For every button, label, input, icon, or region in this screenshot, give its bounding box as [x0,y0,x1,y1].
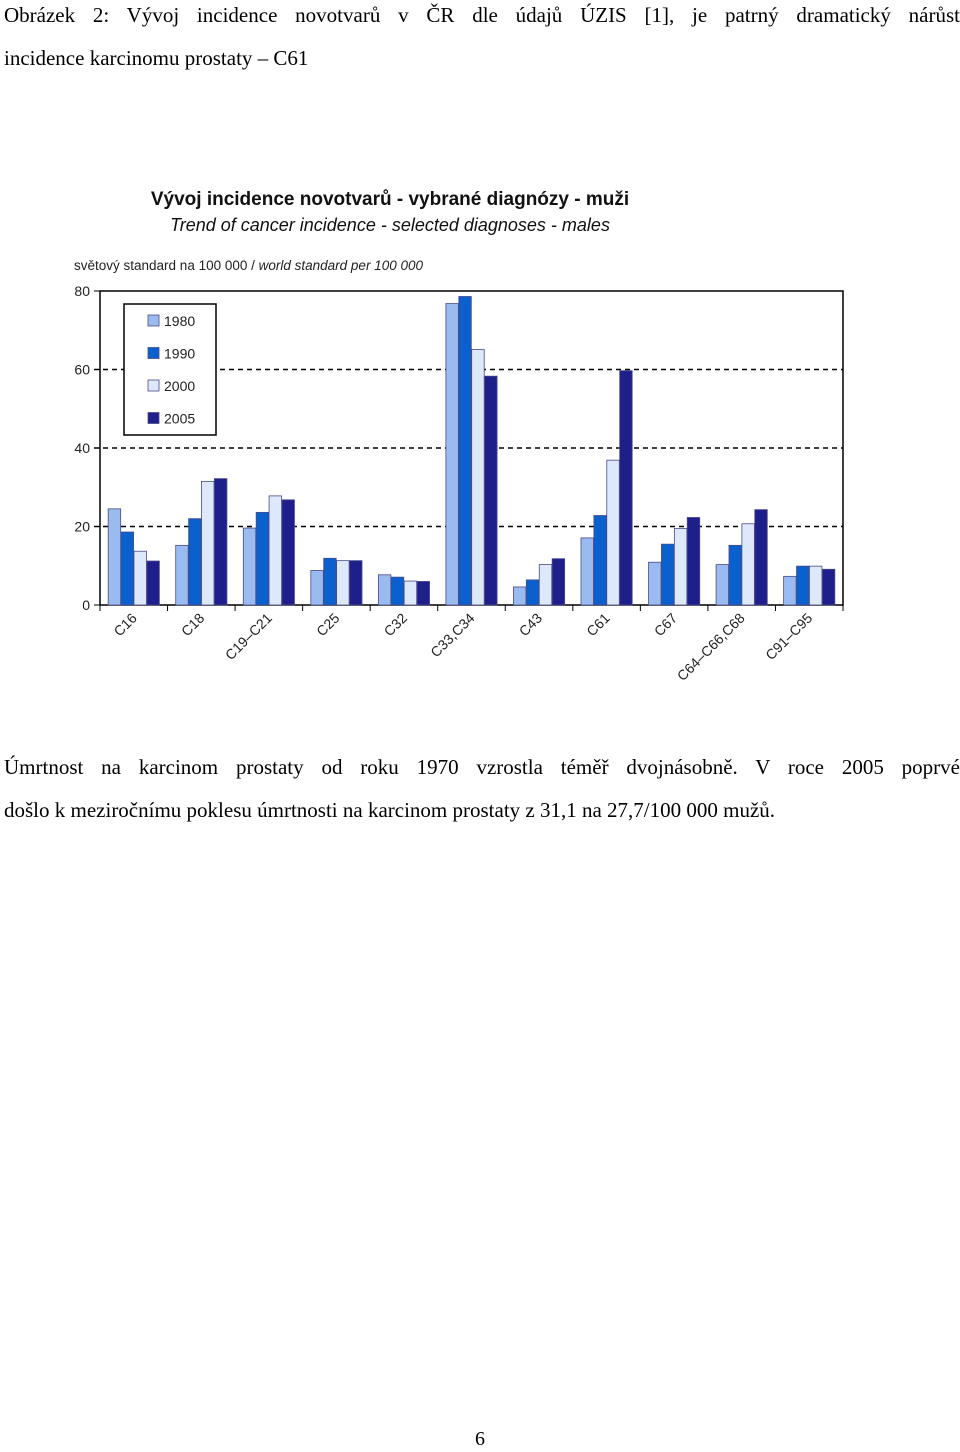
incidence-bar-chart [60,180,860,710]
chart-title: Vývoj incidence novotvarů - vybrané diagnózy - muži [150,189,630,210]
bar-C33,C34-2005 [485,376,498,605]
bar-C32-1990 [391,577,404,605]
bar-C61-1980 [581,538,594,605]
bar-C64–C66,C68-1980 [716,565,729,605]
x-tick-label-C61: C61 [583,609,613,640]
legend-swatch-1980 [148,315,159,326]
bar-C67-1990 [661,544,674,605]
x-tick-label-C25: C25 [313,609,343,640]
bar-C18-1990 [189,519,202,605]
bar-C61-2005 [620,371,633,605]
bar-C32-1980 [378,575,391,605]
x-tick-label-C33,C34: C33,C34 [427,609,478,661]
x-tick-label-C16: C16 [110,609,140,640]
caption-line-2: incidence karcinomu prostaty – C61 [4,46,309,70]
y-axis-unit-label [74,258,423,273]
bar-C64–C66,C68-2005 [755,510,768,605]
bar-C18-1980 [176,545,189,605]
y-tick-label-60: 60 [74,361,90,378]
bar-C25-1980 [311,570,324,605]
bar-C91–C95-2005 [822,569,835,605]
y-tick-label-80: 80 [74,283,90,299]
legend-label-1990: 1990 [164,345,196,362]
bar-C16-1990 [121,532,134,605]
y-unit-en: world standard per 100 000 [258,258,423,273]
bar-C61-1990 [594,516,607,605]
y-tick-label-0: 0 [82,597,90,613]
figure-caption [4,0,960,80]
y-tick-label-20: 20 [74,518,90,535]
bar-C64–C66,C68-1990 [729,545,742,605]
bar-C16-1980 [108,509,121,605]
bar-C43-2000 [539,565,552,605]
bar-C91–C95-2000 [809,566,822,605]
x-tick-label-C18: C18 [177,609,208,640]
bar-C64–C66,C68-2000 [742,524,755,605]
bar-C18-2005 [214,479,227,605]
bar-C67-1980 [649,562,662,605]
legend-label-2000: 2000 [164,378,196,394]
body-paragraph [4,746,960,832]
x-tick-label-C19–C21: C19–C21 [221,609,275,663]
bar-C33,C34-1990 [459,296,472,605]
legend-label-1980: 1980 [164,313,196,329]
bar-C33,C34-1980 [446,304,459,605]
bar-C19–C21-2000 [269,496,282,605]
bar-C19–C21-2005 [282,500,295,605]
bar-C25-2005 [350,561,363,605]
plot-area [74,283,843,684]
bar-C25-2000 [337,561,350,605]
x-tick-label-C43: C43 [515,609,546,640]
bar-C25-1990 [324,558,337,605]
bar-C91–C95-1990 [797,566,810,605]
bar-C32-2005 [417,581,430,605]
bar-C18-2000 [202,481,215,605]
page-number: 6 [475,1428,485,1450]
bar-C67-2000 [674,528,687,605]
bar-C43-1990 [526,580,539,605]
y-tick-label-40: 40 [74,440,90,456]
bar-C32-2000 [404,581,417,605]
bar-C19–C21-1980 [243,528,256,605]
legend-swatch-1990 [148,348,159,359]
bar-C43-1980 [513,587,526,605]
bar-C91–C95-1980 [784,576,797,605]
bar-C16-2000 [134,551,147,605]
legend-swatch-2005 [148,413,159,424]
bar-C43-2005 [552,559,565,605]
y-unit-cz: světový standard na 100 000 / [74,258,259,273]
caption-line-1: Obrázek 2: Vývoj incidence novotvarů v ČR dle údajů ÚZIS [1], je patrný dramatický nárůst [4,3,960,27]
bar-C19–C21-1990 [256,512,269,605]
legend-swatch-2000 [148,380,159,391]
x-tick-label-C91–C95: C91–C95 [762,609,816,663]
x-tick-label-C64–C66,C68: C64–C66,C68 [673,609,748,684]
x-tick-label-C67: C67 [650,609,681,640]
bar-C61-2000 [607,460,620,605]
x-tick-label-C32: C32 [380,609,411,640]
legend-label-2005: 2005 [164,410,196,427]
bar-C33,C34-2000 [472,349,485,605]
body-line-1: Úmrtnost na karcinom prostaty od roku 1970 vzrostla téměř dvojnásobně. V roce 2005 poprvé [4,755,960,779]
body-line-2: došlo k meziročnímu poklesu úmrtnosti na karcinom prostaty z 31,1 na 27,7/100 000 mužů. [4,798,776,822]
bar-C67-2005 [687,517,700,605]
chart-subtitle: Trend of cancer incidence - selected diagnoses - males [170,215,610,235]
bar-C16-2005 [147,561,160,605]
